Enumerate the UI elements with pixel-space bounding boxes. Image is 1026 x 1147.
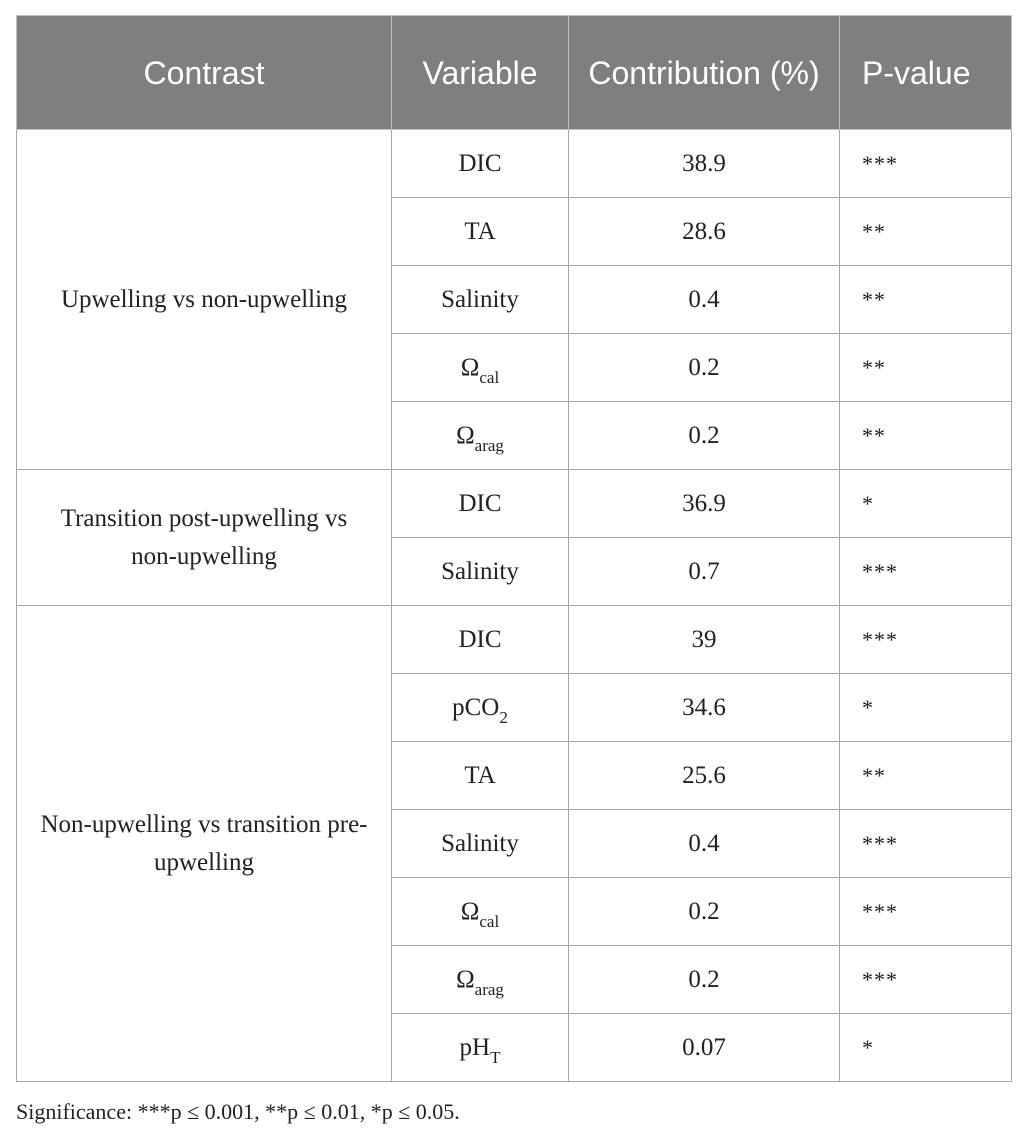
header-row xyxy=(17,16,1012,130)
pvalue-cell: *** xyxy=(840,810,1012,878)
variable-subscript: 2 xyxy=(499,707,508,727)
variable-name: pCO xyxy=(452,693,500,721)
table-row xyxy=(17,606,1012,674)
contribution-cell: 28.6 xyxy=(569,198,840,266)
pvalue-cell: * xyxy=(840,674,1012,742)
contribution-cell: 0.4 xyxy=(569,810,840,878)
variable-name: Salinity xyxy=(441,557,519,585)
pvalue-cell: ** xyxy=(840,742,1012,810)
pvalue-cell: *** xyxy=(840,130,1012,198)
contrast-cell: Transition post-upwelling vs non-upwelling xyxy=(17,470,392,606)
variable-name: DIC xyxy=(458,149,502,177)
variable-cell xyxy=(392,334,569,402)
variable-name: pH xyxy=(459,1033,491,1061)
variable-cell xyxy=(392,606,569,674)
header-variable: Variable xyxy=(392,16,569,130)
variable-name: DIC xyxy=(458,489,502,517)
variable-cell xyxy=(392,946,569,1014)
variable-name: Ω xyxy=(460,897,480,925)
variable-cell xyxy=(392,878,569,946)
variable-cell xyxy=(392,266,569,334)
table-row xyxy=(17,130,1012,198)
variable-cell xyxy=(392,810,569,878)
variable-cell xyxy=(392,402,569,470)
contribution-table xyxy=(16,15,1012,1082)
header-contribution: Contribution (%) xyxy=(569,16,840,130)
table-body xyxy=(17,130,1012,1082)
pvalue-cell: *** xyxy=(840,606,1012,674)
contribution-cell: 39 xyxy=(569,606,840,674)
variable-cell xyxy=(392,130,569,198)
contribution-cell: 0.07 xyxy=(569,1014,840,1082)
variable-name: TA xyxy=(464,217,496,245)
contribution-cell: 36.9 xyxy=(569,470,840,538)
variable-name: Salinity xyxy=(441,829,519,857)
variable-cell xyxy=(392,674,569,742)
pvalue-cell: ** xyxy=(840,402,1012,470)
pvalue-cell: * xyxy=(840,470,1012,538)
variable-cell xyxy=(392,1014,569,1082)
contribution-cell: 0.2 xyxy=(569,946,840,1014)
contribution-cell: 0.2 xyxy=(569,878,840,946)
contribution-cell: 0.4 xyxy=(569,266,840,334)
header-contrast: Contrast xyxy=(17,16,392,130)
variable-name: DIC xyxy=(458,625,502,653)
variable-cell xyxy=(392,742,569,810)
variable-cell xyxy=(392,470,569,538)
contribution-cell: 0.2 xyxy=(569,402,840,470)
variable-name: Salinity xyxy=(441,285,519,313)
variable-subscript: cal xyxy=(479,911,500,931)
pvalue-cell: * xyxy=(840,1014,1012,1082)
variable-cell xyxy=(392,198,569,266)
contrast-cell: Non-upwelling vs transition pre-upwelling xyxy=(17,606,392,1082)
variable-subscript: T xyxy=(490,1047,501,1067)
significance-footnote: Significance: ***p ≤ 0.001, **p ≤ 0.01, *p ≤ 0.05. xyxy=(16,1099,460,1124)
variable-name: Ω xyxy=(456,965,475,993)
variable-name: Ω xyxy=(456,421,475,449)
contrast-cell: Upwelling vs non-upwelling xyxy=(17,130,392,470)
variable-cell xyxy=(392,538,569,606)
table-row xyxy=(17,470,1012,538)
pvalue-cell: *** xyxy=(840,946,1012,1014)
contribution-cell: 0.7 xyxy=(569,538,840,606)
pvalue-cell: *** xyxy=(840,878,1012,946)
pvalue-cell: ** xyxy=(840,334,1012,402)
contribution-cell: 25.6 xyxy=(569,742,840,810)
header-pvalue: P-value xyxy=(840,16,1012,130)
pvalue-cell: ** xyxy=(840,266,1012,334)
contribution-cell: 38.9 xyxy=(569,130,840,198)
variable-subscript: arag xyxy=(474,435,504,455)
pvalue-cell: *** xyxy=(840,538,1012,606)
variable-name: TA xyxy=(464,761,496,789)
pvalue-cell: ** xyxy=(840,198,1012,266)
contribution-cell: 0.2 xyxy=(569,334,840,402)
variable-subscript: cal xyxy=(479,367,500,387)
variable-name: Ω xyxy=(460,353,480,381)
contribution-cell: 34.6 xyxy=(569,674,840,742)
variable-subscript: arag xyxy=(474,979,504,999)
